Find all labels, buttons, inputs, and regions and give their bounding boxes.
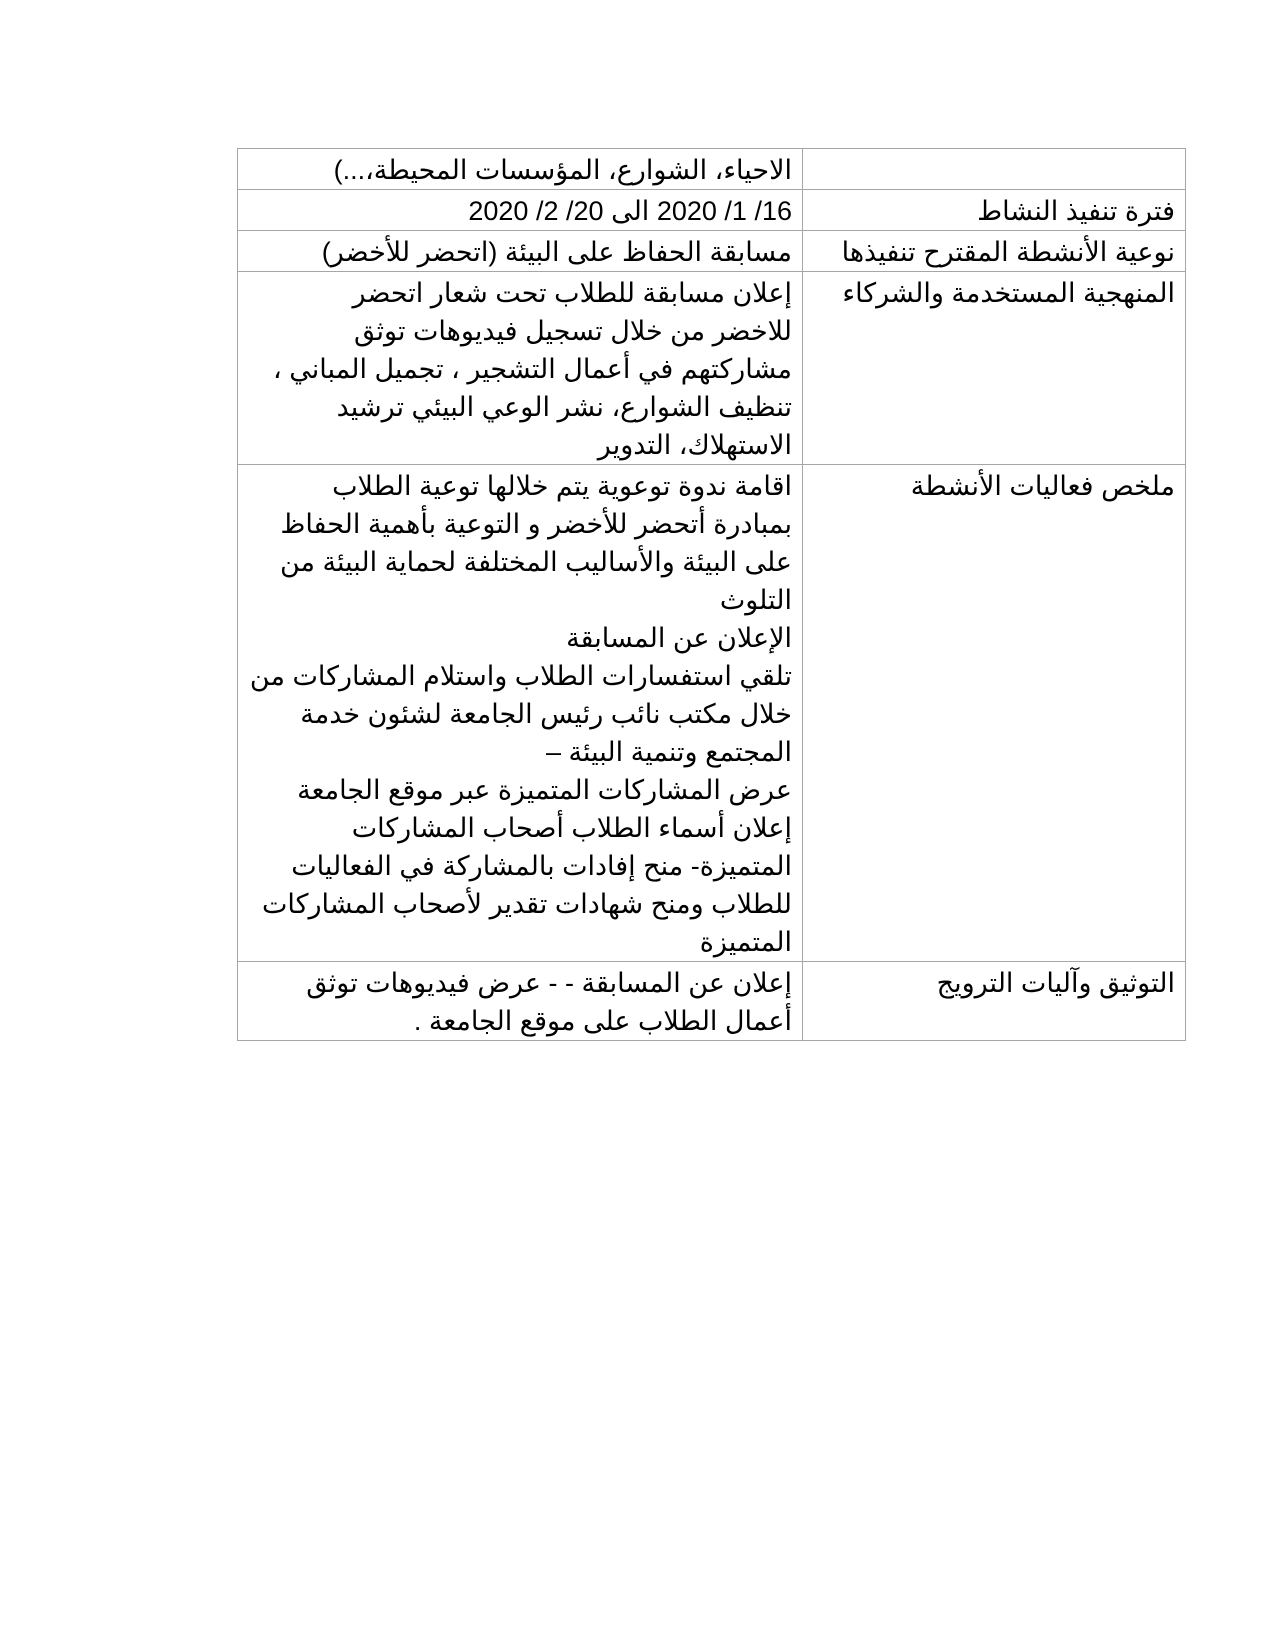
row-content [238,149,803,190]
content-line: مسابقة الحفاظ على البيئة (اتحضر للأخضر) [321,237,792,267]
activity-details-table [237,148,1186,1041]
content-line: للطلاب ومنح شهادات تقدير لأصحاب المشاركات [261,889,792,919]
table-row [238,190,1186,231]
table-row [238,465,1186,962]
content-line: 16/ 1/ 2020 الى 20/ 2/ 2020 [468,196,792,226]
table-row [238,962,1186,1041]
content-line: المتميزة- منح إفادات بالمشاركة في الفعاليات [291,851,792,881]
content-line: إعلان عن المسابقة - - عرض فيديوهات توثق [306,968,792,998]
content-line: عرض المشاركات المتميزة عبر موقع الجامعة [297,775,792,805]
content-line: أعمال الطلاب على موقع الجامعة . [413,1006,792,1036]
content-line: إعلان مسابقة للطلاب تحت شعار اتحضر [352,278,792,308]
content-line: على البيئة والأساليب المختلفة لحماية البيئة من [279,547,792,577]
content-line: الاستهلاك، التدوير [597,430,792,460]
row-content [238,962,803,1041]
content-line: الإعلان عن المسابقة [566,623,792,653]
row-label [803,149,1186,190]
content-line: مشاركتهم في أعمال التشجير ، تجميل المباني ، [273,354,792,384]
content-line: اقامة ندوة توعوية يتم خلالها توعية الطلاب [332,471,792,501]
table-row [238,272,1186,465]
content-line: بمبادرة أتحضر للأخضر و التوعية بأهمية الحفاظ [280,509,792,539]
row-label: ملخص فعاليات الأنشطة [803,465,1186,962]
content-line: تنظيف الشوارع، نشر الوعي البيئي ترشيد [336,392,792,422]
row-label: نوعية الأنشطة المقترح تنفيذها [803,231,1186,272]
content-line: خلال مكتب نائب رئيس الجامعة لشئون خدمة [300,699,792,729]
content-line: إعلان أسماء الطلاب أصحاب المشاركات [351,813,792,843]
table-row [238,231,1186,272]
row-content [238,465,803,962]
row-label: فترة تنفيذ النشاط [803,190,1186,231]
row-label: التوثيق وآليات الترويج [803,962,1186,1041]
content-line: الاحياء، الشوارع، المؤسسات المحيطة،...) [333,155,792,185]
content-line: المتميزة [699,927,792,957]
content-line: المجتمع وتنمية البيئة – [546,737,792,767]
table-body [238,149,1186,1041]
content-line: تلقي استفسارات الطلاب واستلام المشاركات من [249,661,792,691]
table-row [238,149,1186,190]
content-line: التلوث [719,585,792,615]
row-label: المنهجية المستخدمة والشركاء [803,272,1186,465]
content-line: للاخضر من خلال تسجيل فيديوهات توثق [354,316,792,346]
row-content [238,231,803,272]
row-content [238,190,803,231]
row-content [238,272,803,465]
